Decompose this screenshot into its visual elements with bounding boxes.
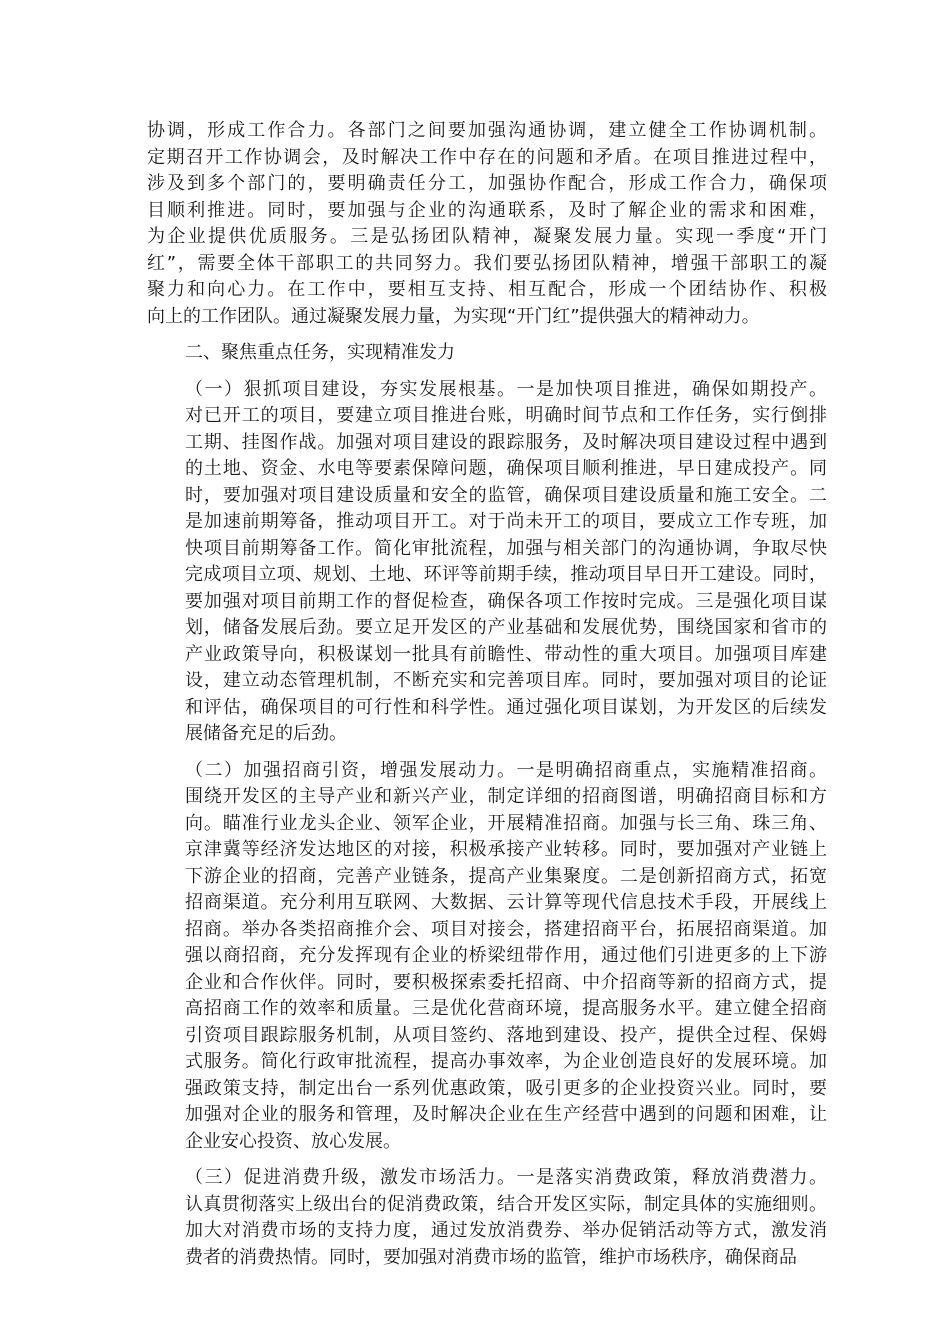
text-line: 红”，需要全体干部职工的共同努力。我们要弘扬团队精神，增强干部职工的凝 — [147, 252, 827, 274]
text-line: 要加强对项目前期工作的督促检查，确保各项工作按时完成。三是强化项目谋 — [185, 590, 827, 612]
text-line: 招商。举办各类招商推介会、项目对接会，搭建招商平台，拓展招商渠道。加 — [185, 918, 827, 940]
text-line: 费者的消费热情。同时，要加强对消费市场的监管，维护市场秩序，确保商品 — [185, 1246, 797, 1268]
text-line: 目顺利推进。同时，要加强与企业的沟通联系，及时了解企业的需求和困难， — [147, 199, 827, 221]
text-line: 向。瞄准行业龙头企业、领军企业，开展精准招商。加强与长三角、珠三角、 — [185, 812, 827, 834]
body-paragraph — [147, 377, 827, 748]
text-line: 向上的工作团队。通过凝聚发展力量，为实现“开门红”提供强大的精神动力。 — [147, 305, 760, 327]
text-line: 二、聚焦重点任务，实现精准发力 — [185, 342, 455, 363]
text-line: 设，建立动态管理机制，不断充实和完善项目库。同时，要加强对项目的论证 — [185, 670, 827, 691]
text-line: 强以商招商，充分发挥现有企业的桥梁纽带作用，通过他们引进更多的上下游 — [185, 945, 827, 966]
section-heading — [147, 340, 827, 367]
text-line: 强政策支持，制定出台一系列优惠政策，吸引更多的企业投资兴业。同时，要 — [185, 1077, 827, 1099]
text-line: 招商渠道。充分利用互联网、大数据、云计算等现代信息技术手段，开展线上 — [185, 892, 827, 913]
text-line: 划，储备发展后劲。要立足开发区的产业基础和发展优势，围绕国家和省市的 — [185, 617, 827, 638]
text-line: 完成项目立项、规划、土地、环评等前期手续，推动项目早日开工建设。同时， — [185, 564, 827, 585]
body-paragraph — [147, 1165, 827, 1271]
text-line: 围绕开发区的主导产业和新兴产业，制定详细的招商图谱，明确招商目标和方 — [185, 786, 827, 807]
document-page — [147, 118, 827, 1281]
body-paragraph — [147, 758, 827, 1156]
text-line: （二）加强招商引资，增强发展动力。一是明确招商重点，实施精准招商。 — [185, 759, 827, 781]
text-line: 引资项目跟踪服务机制，从项目签约、落地到建设、投产，提供全过程、保姆 — [185, 1024, 827, 1046]
text-line: （一）狠抓项目建设，夯实发展根基。一是加快项目推进，确保如期投产。 — [185, 378, 827, 400]
text-line: 京津冀等经济发达地区的对接，积极承接产业转移。同时，要加强对产业链上 — [185, 839, 827, 860]
text-line: 定期召开工作协调会，及时解决工作中存在的问题和矛盾。在项目推进过程中， — [147, 146, 827, 168]
text-line: 对已开工的项目，要建立项目推进台账，明确时间节点和工作任务，实行倒排 — [185, 405, 827, 426]
text-line: 企业安心投资、放心发展。 — [185, 1130, 401, 1152]
text-line: 快项目前期筹备工作。简化审批流程，加强与相关部门的沟通协调，争取尽快 — [185, 537, 827, 559]
text-line: 认真贯彻落实上级出台的促消费政策，结合开发区实际，制定具体的实施细则。 — [185, 1193, 827, 1215]
text-line: 展储备充足的后劲。 — [185, 723, 347, 744]
text-line: 加强对企业的服务和管理，及时解决企业在生产经营中遇到的问题和困难，让 — [185, 1104, 827, 1125]
body-paragraph — [147, 118, 827, 330]
text-line: 式服务。简化行政审批流程，提高办事效率，为企业创造良好的发展环境。加 — [185, 1051, 827, 1072]
text-line: 聚力和向心力。在工作中，要相互支持、相互配合，形成一个团结协作、积极 — [147, 279, 827, 300]
text-line: 涉及到多个部门的，要明确责任分工，加强协作配合，形成工作合力，确保项 — [147, 173, 827, 194]
text-line: 的土地、资金、水电等要素保障问题，确保项目顺利推进，早日建成投产。同 — [185, 458, 827, 479]
text-line: 加大对消费市场的支持力度，通过发放消费券、举办促销活动等方式，激发消 — [185, 1220, 827, 1241]
text-line: 工期、挂图作战。加强对项目建设的跟踪服务，及时解决项目建设过程中遇到 — [185, 431, 827, 453]
text-line: 时，要加强对项目建设质量和安全的监管，确保项目建设质量和施工安全。二 — [185, 484, 827, 506]
text-line: （三）促进消费升级，激发市场活力。一是落实消费政策，释放消费潜力。 — [185, 1167, 827, 1188]
text-line: 下游企业的招商，完善产业链条，提高产业集聚度。二是创新招商方式，拓宽 — [185, 865, 827, 887]
text-line: 协调，形成工作合力。各部门之间要加强沟通协调，建立健全工作协调机制。 — [147, 120, 827, 141]
text-line: 和评估，确保项目的可行性和科学性。通过强化项目谋划，为开发区的后续发 — [185, 696, 827, 718]
text-line: 高招商工作的效率和质量。三是优化营商环境，提高服务水平。建立健全招商 — [185, 998, 827, 1019]
text-line: 为企业提供优质服务。三是弘扬团队精神，凝聚发展力量。实现一季度“开门 — [147, 226, 827, 247]
text-line: 企业和合作伙伴。同时，要积极探索委托招商、中介招商等新的招商方式，提 — [185, 971, 827, 993]
text-line: 产业政策导向，积极谋划一批具有前瞻性、带动性的重大项目。加强项目库建 — [185, 643, 827, 665]
text-line: 是加速前期筹备，推动项目开工。对于尚未开工的项目，要成立工作专班，加 — [185, 511, 827, 532]
